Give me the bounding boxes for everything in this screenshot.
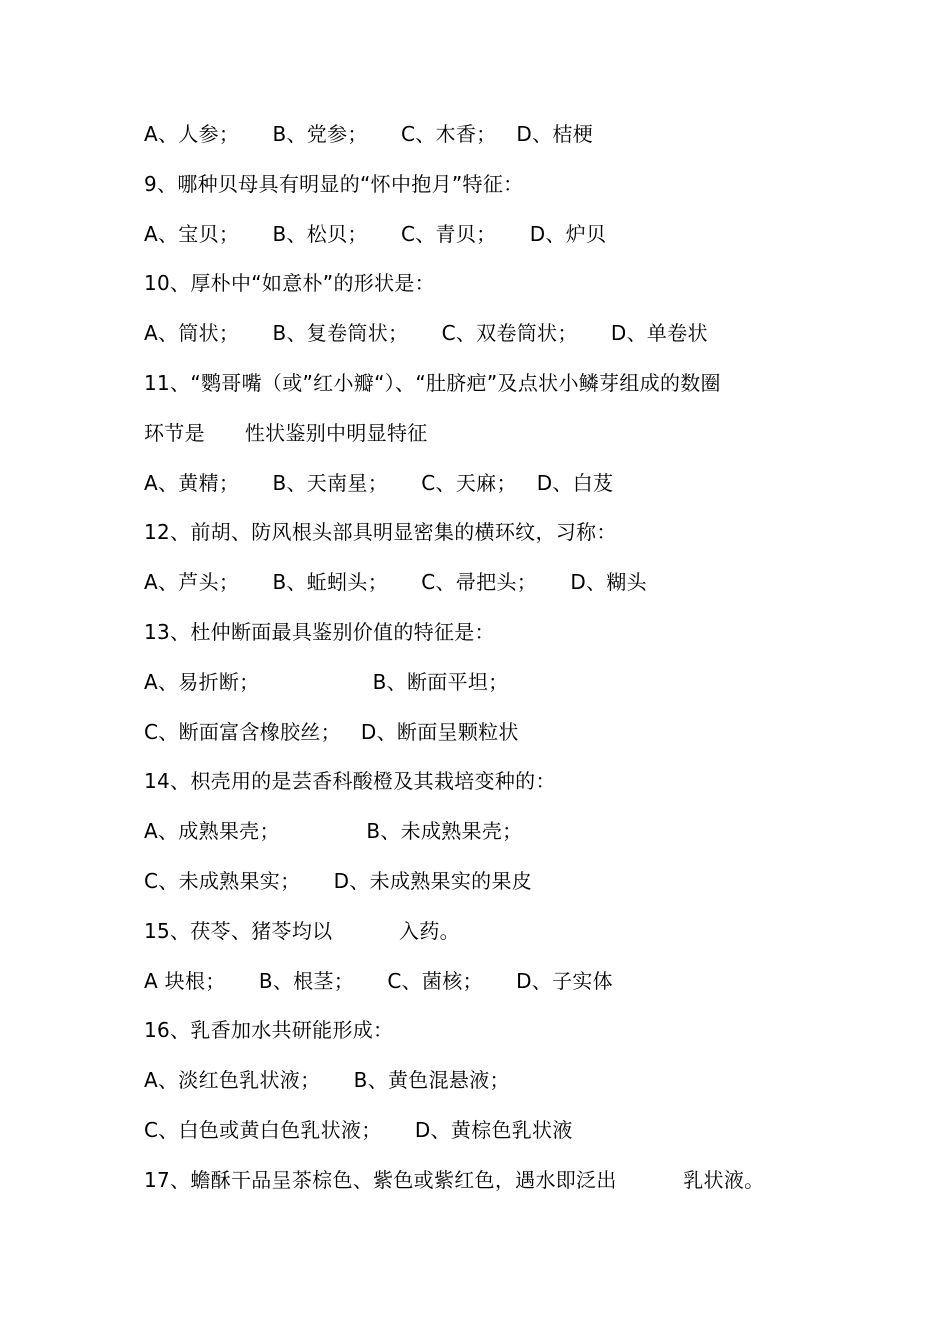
q13-options-ab: A、易折断； B、断面平坦； [144,669,509,694]
q14-question: 14、枳壳用的是芸香科酸橙及其栽培变种的： [144,769,556,794]
q12-options: A、芦头； B、蚯蚓头； C、帚把头； D、糊头 [144,570,647,595]
q16-question: 16、乳香加水共研能形成： [144,1018,394,1043]
q15-question: 15、茯苓、猪苓均以 入药。 [144,918,460,943]
q14-options-ab: A、成熟果壳； B、未成熟果壳； [144,819,523,844]
q14-options-cd: C、未成熟果实； D、未成熟果实的果皮 [144,868,533,893]
q11-question-line2: 环节是 性状鉴别中明显特征 [144,420,428,445]
q17-question: 17、蟾酥干品呈茶棕色、紫色或紫红色，遇水即泛出 乳状液。 [144,1167,765,1192]
q9-options: A、宝贝； B、松贝； C、青贝； D、炉贝 [144,221,607,246]
q10-question: 10、厚朴中“如意朴”的形状是： [144,271,435,296]
q11-options: A、黄精； B、天南星； C、天麻； D、白芨 [144,470,614,495]
q12-question: 12、前胡、防风根头部具明显密集的横环纹，习称： [144,520,617,545]
q16-options-cd: C、白色或黄白色乳状液； D、黄棕色乳状液 [144,1117,573,1142]
q11-question-line1: 11、“鹦哥嘴（或”红小瓣“）、“肚脐疤”及点状小鳞芽组成的数圈 [144,370,721,395]
q13-options-cd: C、断面富含橡胶丝； D、断面呈颗粒状 [144,719,519,744]
q15-options: A 块根； B、根茎； C、菌核； D、子实体 [144,968,613,993]
q9-question: 9、哪种贝母具有明显的“怀中抱月”特征： [144,171,524,196]
q16-options-ab: A、淡红色乳状液； B、黄色混悬液； [144,1068,510,1093]
question-text-body [144,110,844,1206]
q13-question: 13、杜仲断面最具鉴别价值的特征是： [144,619,495,644]
q10-options: A、筒状； B、复卷筒状； C、双卷筒状； D、单卷状 [144,321,708,346]
q8-options: A、人参； B、党参； C、木香； D、桔梗 [144,122,594,146]
